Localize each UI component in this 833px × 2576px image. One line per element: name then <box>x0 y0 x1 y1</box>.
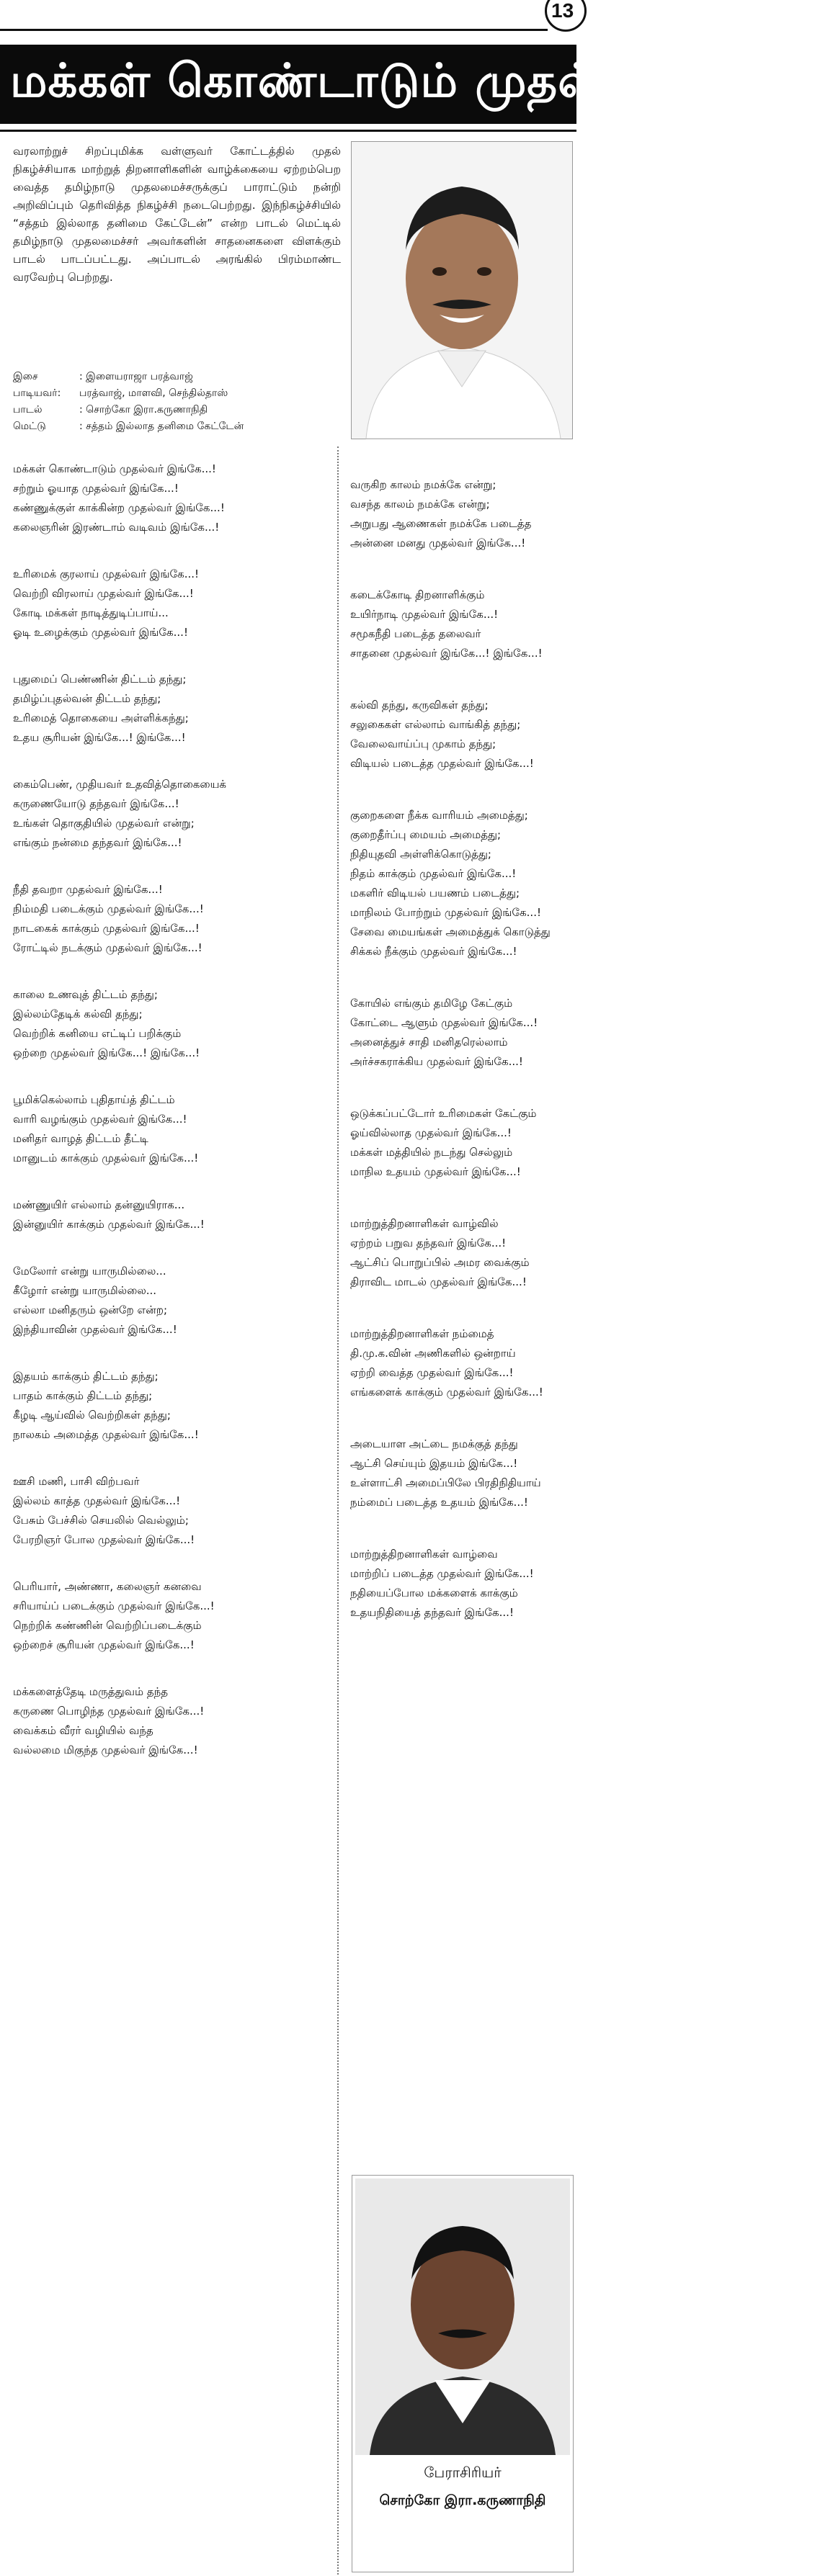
poem-line: சமூகநீதி படைத்த தலைவர் <box>350 627 481 640</box>
credit-label: மெட்டு <box>13 421 46 432</box>
poem-line: மேலோர் என்று யாருமில்லை... <box>13 1265 166 1278</box>
poem-line: காலை உணவுத் திட்டம் தந்து; <box>13 988 158 1001</box>
poem-line: கலைஞரின் இரண்டாம் வடிவம் இங்கே...! <box>13 521 220 534</box>
poem-line: கடைக்கோடி திறனாளிக்கும் <box>350 588 485 601</box>
poem-line: மாநில உதயம் முதல்வர் இங்கே...! <box>350 1165 521 1178</box>
poem-line: ஓய்வில்லாத முதல்வர் இங்கே...! <box>350 1126 512 1139</box>
poem-line: பூமிக்கெல்லாம் புதிதாய்த் திட்டம் <box>13 1093 175 1106</box>
poem-line: கோடி மக்கள் நாடித்துடிப்பாய்... <box>13 606 169 619</box>
poem-line: கீழோர் என்று யாருமில்லை... <box>13 1284 157 1297</box>
poem-line: சிக்கல் நீக்கும் முதல்வர் இங்கே...! <box>350 945 517 958</box>
poem-line: நிதம் காக்கும் முதல்வர் இங்கே...! <box>350 867 517 880</box>
poem-line: உரிமைத் தொகையை அள்ளிக்கந்து; <box>13 712 189 724</box>
poem-line: விடியல் படைத்த முதல்வர் இங்கே...! <box>350 757 534 770</box>
poem-line: திராவிட மாடல் முதல்வர் இங்கே...! <box>350 1275 527 1288</box>
poem-line: சாதனை முதல்வர் இங்கே...! இங்கே...! <box>350 647 543 660</box>
top-rule <box>0 29 548 31</box>
poem-stanza <box>13 1682 330 1760</box>
poem-line: கருணை பொழிந்த முதல்வர் இங்கே...! <box>13 1705 205 1718</box>
poem-stanza <box>13 985 330 1063</box>
poem-line: இல்லம்தேடிக் கல்வி தந்து; <box>13 1007 143 1020</box>
poem-line: நதியைப்போல மக்களைக் காக்கும் <box>350 1587 518 1599</box>
poem-line: ஒற்றைச் சூரியன் முதல்வர் இங்கே...! <box>13 1638 195 1651</box>
credit-value: : சொற்கோ இரா.கருணாநிதி <box>79 404 208 416</box>
poem-line: பெரியார், அண்ணா, கலைஞர் கனவை <box>13 1580 202 1593</box>
poem-line: இதயம் காக்கும் திட்டம் தந்து; <box>13 1370 159 1383</box>
poem-line: வெற்றிக் கனியை எட்டிப் பறிக்கும் <box>13 1027 182 1040</box>
poem-line: ஆட்சிப் பொறுப்பில் அமர வைக்கும் <box>350 1256 530 1269</box>
chief-minister-photo <box>351 141 573 439</box>
poem-stanza <box>350 1324 574 1402</box>
author-title: பேராசிரியர் <box>424 2464 502 2481</box>
poem-line: ஏற்றி வைத்த முதல்வர் இங்கே...! <box>350 1366 514 1379</box>
poem-line: ஒற்றை முதல்வர் இங்கே...! இங்கே...! <box>13 1046 200 1059</box>
poem-line: நெற்றிக் கண்ணின் வெற்றிப்படைக்கும் <box>13 1619 202 1632</box>
poem-stanza <box>350 475 574 553</box>
poem-line: மக்கள் மத்தியில் நடந்து செல்லும் <box>350 1146 513 1159</box>
poem-stanza <box>350 1214 574 1292</box>
poem-line: நீதி தவறா முதல்வர் இங்கே...! <box>13 883 163 896</box>
portrait-illustration <box>352 142 572 439</box>
poem-line: வருகிற காலம் நமக்கே என்று; <box>350 478 496 491</box>
poem-line: வேலைவாய்ப்பு முகாம் தந்து; <box>350 737 496 750</box>
poem-line: நிம்மதி படைக்கும் முதல்வர் இங்கே...! <box>13 902 204 915</box>
headline: மக்கள் கொண்டாடும் முதல்வர் இங்கே <box>10 55 833 108</box>
poem-line: உதய சூரியன் இங்கே...! இங்கே...! <box>13 731 186 744</box>
poem-line: மாற்றிப் படைத்த முதல்வர் இங்கே...! <box>350 1567 534 1580</box>
poem-line: இந்தியாவின் முதல்வர் இங்கே...! <box>13 1323 177 1336</box>
poem-line: நிதியுதவி அள்ளிக்கொடுத்து; <box>350 848 491 861</box>
headline-banner <box>0 45 833 124</box>
poem-line: அடையாள அட்டை நமக்குத் தந்து <box>350 1437 518 1450</box>
poem-line: ஏற்றம் பறுவ தந்தவர் இங்கே...! <box>350 1237 507 1249</box>
poem-line: உயிர்நாடி முதல்வர் இங்கே...! <box>350 608 499 621</box>
poem-line: கோயில் எங்கும் தமிழே கேட்கும் <box>350 997 513 1010</box>
poem-stanza <box>350 994 574 1072</box>
poem-stanza <box>350 585 574 663</box>
credit-label: பாடியவர்: <box>13 387 61 399</box>
poem-line: மண்ணுயிர் எல்லாம் தன்னுயிராக... <box>13 1198 185 1211</box>
credit-row <box>13 369 341 385</box>
poem-line: மாநிலம் போற்றும் முதல்வர் இங்கே...! <box>350 906 541 919</box>
credit-value: : இளையராஜா பரத்வாஜ் <box>79 371 193 382</box>
poem-line: ஒடுக்கப்பட்டோர் உரிமைகள் கேட்கும் <box>350 1107 537 1120</box>
poem-stanza <box>350 1104 574 1182</box>
poem-line: மாற்றுத்திறனாளிகள் வாழ்வை <box>350 1548 498 1561</box>
headline-rule <box>0 130 576 132</box>
poem-line: மக்களைத்தேடி மருத்துவம் தந்த <box>13 1685 168 1698</box>
poem-stanza <box>13 1195 330 1234</box>
poem-line: சலுகைகள் எல்லாம் வாங்கித் தந்து; <box>350 718 521 731</box>
poem-line: உங்கள் தொகுதியில் முதல்வர் என்று; <box>13 817 195 830</box>
poem-line: கண்ணுக்குள் காக்கின்ற முதல்வர் இங்கே...! <box>13 501 225 514</box>
poem-line: ஊசி மணி, பாசி விற்பவர் <box>13 1475 140 1488</box>
poem-line: வல்லமை மிகுந்த முதல்வர் இங்கே...! <box>13 1743 198 1756</box>
poem-line: அர்ச்சகராக்கிய முதல்வர் இங்கே...! <box>350 1055 523 1068</box>
poem-line: ரோட்டில் நடக்கும் முதல்வர் இங்கே...! <box>13 941 202 954</box>
poem-stanza <box>13 459 330 537</box>
credit-row <box>13 385 341 402</box>
poem-line: உள்ளாட்சி அமைப்பிலே பிரதிநிதியாய் <box>350 1476 541 1489</box>
poem-line: எங்களைக் காக்கும் முதல்வர் இங்கே...! <box>350 1386 543 1399</box>
column-divider <box>337 446 339 2575</box>
poem-stanza <box>350 696 574 773</box>
poem-line: மக்கள் கொண்டாடும் முதல்வர் இங்கே...! <box>13 462 216 475</box>
poem-line: மாற்றுத்திறனாளிகள் வாழ்வில் <box>350 1217 499 1230</box>
poem-line: அனைத்துச் சாதி மனிதரெல்லாம் <box>350 1036 508 1049</box>
poem-stanza <box>13 565 330 642</box>
poem-line: கல்வி தந்து, கருவிகள் தந்து; <box>350 699 489 712</box>
poem-line: இல்லம் காத்த முதல்வர் இங்கே...! <box>13 1494 181 1507</box>
poem-line: நாலகம் அமைத்த முதல்வர் இங்கே...! <box>13 1428 199 1441</box>
poem-line: நாடகைக் காக்கும் முதல்வர் இங்கே...! <box>13 922 200 935</box>
poem-line: எல்லா மனிதரும் ஒன்றே என்ற; <box>13 1303 167 1316</box>
poem-column-left <box>13 459 330 1787</box>
credit-row <box>13 402 341 418</box>
poem-line: புதுமைப் பெண்ணின் திட்டம் தந்து; <box>13 673 187 686</box>
poem-line: வைக்கம் வீரர் வழியில் வந்த <box>13 1724 153 1737</box>
poem-line: பாதம் காக்கும் திட்டம் தந்து; <box>13 1389 153 1402</box>
poem-stanza <box>13 775 330 853</box>
poem-line: வசந்த காலம் நமக்கே என்று; <box>350 498 490 511</box>
credit-value: பரத்வாஜ், மாளவி, செந்தில்தாஸ் <box>79 387 228 399</box>
poem-line: மானுடம் காக்கும் முதல்வர் இங்கே...! <box>13 1152 199 1164</box>
poem-line: சேவை மையங்கள் அமைத்துக் கொடுத்து <box>350 925 551 938</box>
poem-line: இன்னுயிர் காக்கும் முதல்வர் இங்கே...! <box>13 1218 205 1231</box>
intro-paragraph: வரலாற்றுச் சிறப்புமிக்க வள்ளுவர் கோட்டத்தில் முதல் நிகழ்ச்சியாக மாற்றுத் திறனாளிகளின் வாழ்க்கையை ஏற்றம்பெற வைத்த தமிழ்நாடு முதலமைச்சருக்குப் பாராட்டும் நன்றி அறிவிப்பும் தெரிவித்த நிகழ்ச்சி நடைபெற்றது. இந்நிகழ்ச்சியில் “சத்தம் இல்லாத தனிமை கேட்டேன்” என்ற பாடல் மெட்டில் தமிழ்நாடு முதலமைச்சர் அவர்களின் சாதனைகளை விளக்கும் பாடல் பாடப்பட்டது. அப்பாடல் அரங்கில் பிரம்மாண்ட வரவேற்பு பெற்றது. <box>13 145 341 284</box>
poem-line: நம்மைப் படைத்த உதயம் இங்கே...! <box>350 1496 528 1509</box>
poem-line: மனிதர் வாழத் திட்டம் தீட்டி <box>13 1132 148 1145</box>
poem-line: அறுபது ஆணைகள் நமக்கே படைத்த <box>350 517 532 530</box>
poem-line: உதயநிதியைத் தந்தவர் இங்கே...! <box>350 1606 514 1619</box>
poem-stanza <box>13 880 330 958</box>
poem-line: பேசும் பேச்சில் செயலில் வெல்லும்; <box>13 1514 189 1527</box>
poem-stanza <box>13 1577 330 1655</box>
poem-line: மகளிர் விடியல் பயணம் படைத்து; <box>350 887 520 899</box>
poem-line: கருணையோடு தந்தவர் இங்கே...! <box>13 797 179 810</box>
author-photo <box>355 2178 570 2455</box>
poem-line: குறைகளை நீக்க வாரியம் அமைத்து; <box>350 809 528 822</box>
poem-stanza <box>13 1367 330 1445</box>
poem-line: குறைதீர்ப்பு மையம் அமைத்து; <box>350 828 502 841</box>
poem-line: தமிழ்ப்புதல்வன் திட்டம் தந்து; <box>13 692 161 705</box>
credit-value: : சத்தம் இல்லாத தனிமை கேட்டேன் <box>79 421 244 432</box>
poem-line: ஆட்சி செய்யும் இதயம் இங்கே...! <box>350 1457 518 1470</box>
poem-stanza <box>350 1435 574 1512</box>
poem-stanza <box>350 1545 574 1623</box>
poem-line: அன்னை மனது முதல்வர் இங்கே...! <box>350 537 526 549</box>
poem-stanza <box>13 1472 330 1550</box>
poem-stanza <box>13 1090 330 1168</box>
author-name: சொற்கோ இரா.கருணாநிதி <box>379 2492 546 2508</box>
poem-line: கீழடி ஆய்வில் வெற்றிகள் தந்து; <box>13 1409 171 1422</box>
poem-line: எங்கும் நன்மை தந்தவர் இங்கே...! <box>13 836 182 849</box>
credit-label: இசை <box>13 371 38 382</box>
poem-stanza <box>350 806 574 961</box>
poem-line: சரியாய்ப் படைக்கும் முதல்வர் இங்கே...! <box>13 1599 215 1612</box>
poem-stanza <box>13 670 330 748</box>
poem-line: கைம்பெண், முதியவர் உதவித்தொகையைக் <box>13 778 227 791</box>
author-box <box>352 2175 574 2572</box>
poem-line: தி.மு.க.வின் அணிகளில் ஒன்றாய் <box>350 1347 516 1360</box>
poem-line: கோட்டை ஆளும் முதல்வர் இங்கே...! <box>350 1016 538 1029</box>
poem-line: பேரறிஞர் போல முதல்வர் இங்கே...! <box>13 1533 195 1546</box>
song-credits <box>13 369 341 435</box>
credit-label: பாடல் <box>13 404 43 416</box>
poem-line: உரிமைக் குரலாய் முதல்வர் இங்கே...! <box>13 567 200 580</box>
poem-line: சற்றும் ஓயாத முதல்வர் இங்கே...! <box>13 482 179 495</box>
poem-line: வாரி வழங்கும் முதல்வர் இங்கே...! <box>13 1113 187 1126</box>
poem-column-right <box>350 475 574 1655</box>
page-number: 13 <box>545 0 587 32</box>
poem-line: மாற்றுத்திறனாளிகள் நம்மைத் <box>350 1327 494 1340</box>
poem-line: வெற்றி விரலாய் முதல்வர் இங்கே...! <box>13 587 194 600</box>
poem-stanza <box>13 1262 330 1339</box>
poem-line: ஓடி உழைக்கும் முதல்வர் இங்கே...! <box>13 626 188 639</box>
credit-row <box>13 418 341 435</box>
author-portrait-illustration <box>355 2178 570 2455</box>
